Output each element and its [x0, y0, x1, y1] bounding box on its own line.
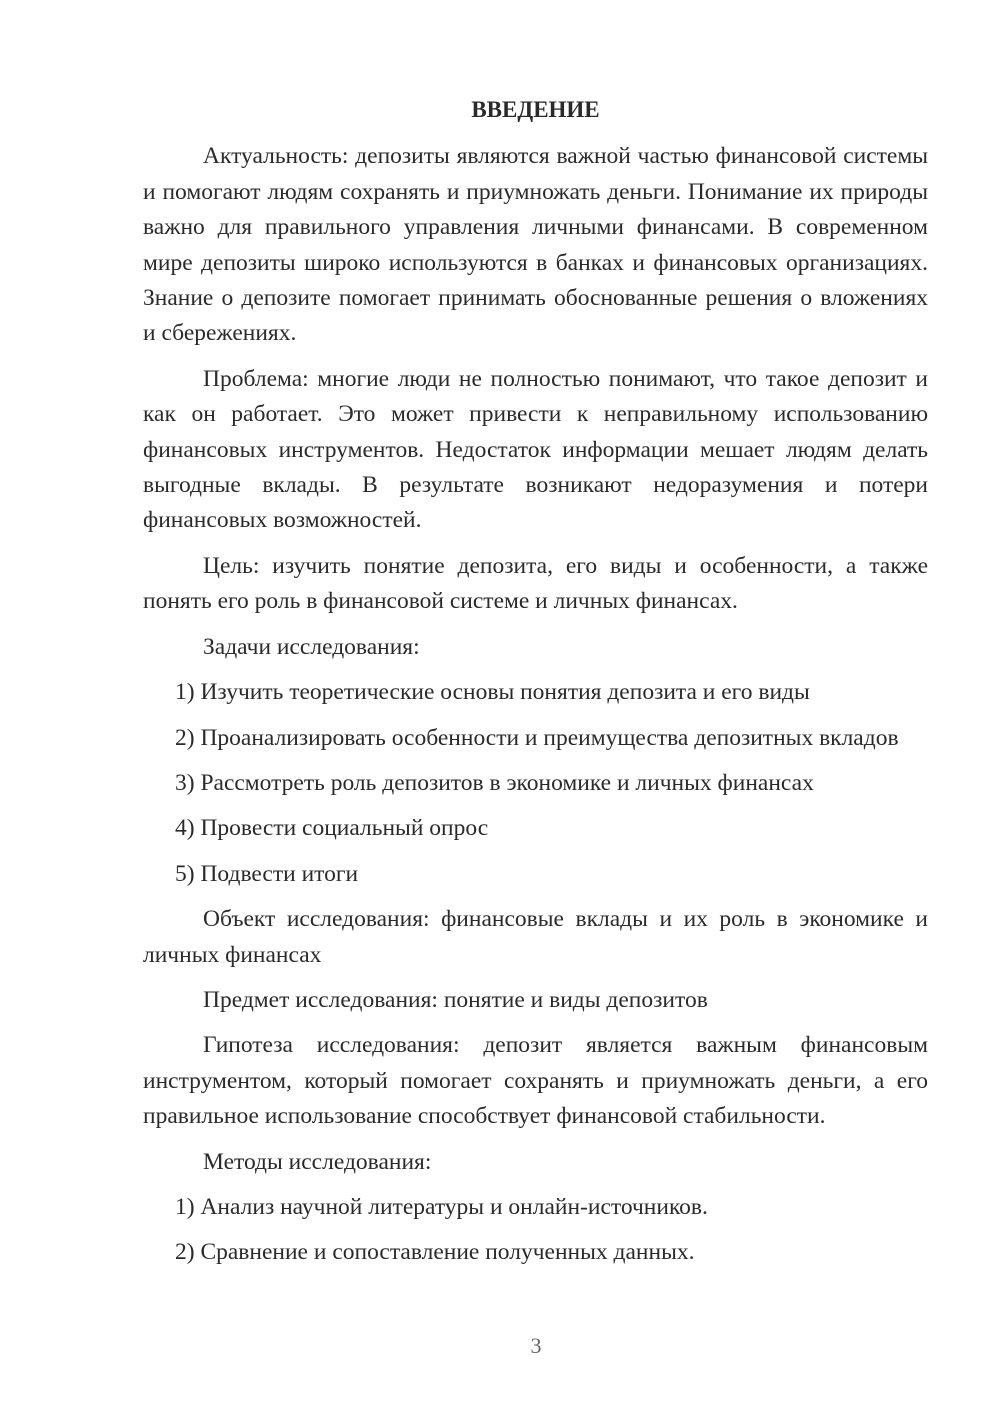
task-item: 1) Изучить теоретические основы понятия депозита и его виды — [175, 679, 810, 706]
task-item: 5) Подвести итоги — [175, 860, 359, 887]
task-item: 2) Проанализировать особенности и преимущества депозитных вкладов — [175, 724, 899, 751]
page-number: 3 — [530, 1333, 542, 1358]
problem-paragraph: Проблема: многие люди не полностью понимают, что такое депозит и как он работает. Это может привести к неправильному использованию финансовых инструментов. Недостаток информации мешает людям делать выгодные вклады. В результате возникают недоразумения и потери финансовых возможностей. — [143, 365, 928, 534]
method-item: 1) Анализ научной литературы и онлайн-источников. — [175, 1193, 708, 1220]
subject-paragraph: Предмет исследования: понятие и виды депозитов — [203, 986, 708, 1013]
object-paragraph: Объект исследования: финансовые вклады и их роль в экономике и личных финансах — [143, 906, 928, 968]
method-item: 2) Сравнение и сопоставление полученных данных. — [175, 1239, 695, 1266]
tasks-heading: Задачи исследования: — [203, 633, 420, 660]
methods-heading: Методы исследования: — [203, 1148, 432, 1175]
task-item: 4) Провести социальный опрос — [175, 815, 489, 842]
goal-paragraph: Цель: изучить понятие депозита, его виды и особенности, а также понять его роль в финансовой системе и личных финансах. — [143, 552, 928, 615]
document-body — [143, 92, 928, 1281]
section-title: ВВЕДЕНИЕ — [471, 97, 600, 122]
task-item: 3) Рассмотреть роль депозитов в экономике и личных финансах — [175, 769, 814, 796]
hypothesis-paragraph: Гипотеза исследования: депозит является важным финансовым инструментом, который помогает сохранять и приумножать деньги, а его правильное использование способствует финансовой стабильности. — [143, 1032, 928, 1130]
relevance-paragraph: Актуальность: депозиты являются важной частью финансовой системы и помогают людям сохранять и приумножать деньги. Понимание их природы важно для правильного управления личными финансами. В современном мире депозиты широко используются в банках и финансовых организациях. Знание о депозите помогает принимать обоснованные решения о вложениях и сбережениях. — [143, 143, 928, 347]
